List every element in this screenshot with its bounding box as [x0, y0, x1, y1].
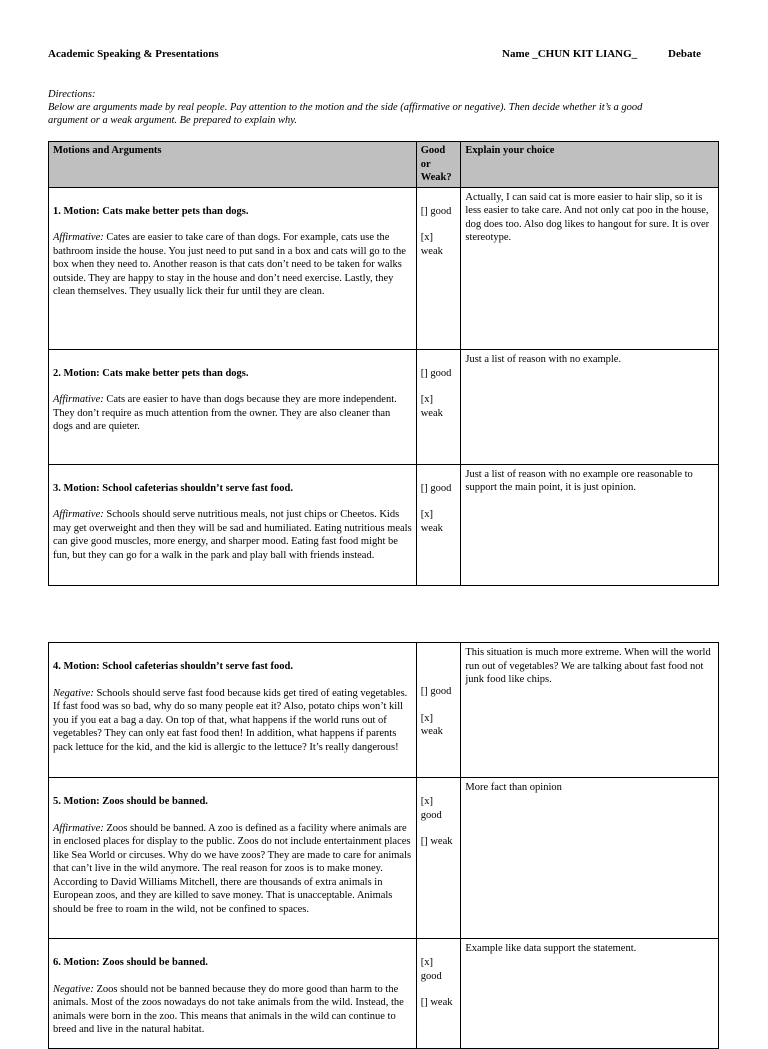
motion-title: 6. Motion: Zoos should be banned. — [53, 957, 208, 968]
weak-checkbox[interactable]: [x] weak — [420, 394, 443, 419]
argument-text — [53, 231, 412, 299]
argument-body: Schools should serve nutritious meals, not just chips or Cheetos. Kids may get overweight and then they will be sad and humiliated. Eating nutritious meals can give good muscles, more energy, and sharper mood. Eating fast food might be fun, but they can go for a walk in the park and play ball with friends instead. — [53, 509, 412, 561]
argument-body: Cates are easier to take care of than dogs. For example, cats use the bathroom inside the house. You just need to put sand in a box and cats will go to the box when they need to. Another reason is that cats don’t need to be taken for walks outside. They are happy to stay in the house and don’t need exercise. Lastly, they clean themselves. They usually lick their fur until they are clean. — [53, 232, 406, 297]
choice-cell — [416, 643, 461, 778]
argument-body: Schools should serve fast food because kids get tired of eating vegetables. If fast food was so bad, why do so many people eat it? Also, potato chips won’t kill you if you eat a bag a day. On top of that, what happens if the world runs out of vegetables? They can only eat fast food then! In addition, what happens if parents pack lettuce for the kid, and the kid is allergic to the lettuce? It’s really dangerous! — [53, 687, 408, 753]
motion-title: 3. Motion: School cafeterias shouldn’t serve fast food. — [53, 482, 294, 494]
argument-text — [53, 508, 412, 562]
directions-line-2: argument or a weak argument. Be prepared to explain why. — [48, 115, 297, 126]
header-explain: Explain your choice — [461, 142, 719, 188]
course-title: Academic Speaking & Presentations — [48, 48, 219, 60]
weak-checkbox[interactable]: [x] weak — [420, 509, 443, 534]
explain-cell[interactable]: More fact than opinion — [461, 778, 719, 939]
side-label: Negative: — [53, 687, 94, 699]
choice-cell — [416, 464, 461, 585]
table-row — [49, 939, 719, 1049]
explain-cell[interactable]: Just a list of reason with no example. — [461, 349, 719, 464]
argument-text — [53, 822, 412, 917]
explain-cell[interactable]: Example like data support the statement. — [461, 939, 719, 1049]
good-checkbox[interactable]: [] good — [420, 205, 452, 217]
table-row — [49, 778, 719, 939]
motion-cell — [49, 349, 417, 464]
directions-title: Directions: — [48, 89, 96, 100]
motion-cell — [49, 187, 417, 349]
argument-text — [53, 983, 412, 1037]
side-label: Affirmative: — [53, 232, 104, 243]
side-label: Affirmative: — [53, 394, 104, 405]
argument-body: Zoos should be banned. A zoo is defined as a facility where animals are in enclosed places for display to the public. Zoos do not include entertainment places like Sea World or circuses. Why do we have zoos? They are made to care for animals that can’t live in the wild anymore. The real reason for zoos is to make money. According to David Williams Mitchell, there are thousands of extra animals in European zoos, and they are killed to save money. That is unacceptable. Animals should be free to roam in the wild, not be confined to spaces. — [53, 822, 412, 915]
good-checkbox[interactable]: [x] good — [420, 957, 442, 982]
choice-cell — [416, 187, 461, 349]
table-row — [49, 187, 719, 349]
weak-checkbox[interactable]: [] weak — [420, 997, 453, 1008]
table-row — [49, 464, 719, 585]
motion-cell — [49, 464, 417, 585]
good-checkbox[interactable]: [x] good — [420, 796, 442, 821]
motion-cell — [49, 939, 417, 1049]
choice-cell — [416, 939, 461, 1049]
header-motions: Motions and Arguments — [49, 142, 417, 188]
choice-cell — [416, 349, 461, 464]
arguments-table-2 — [48, 642, 719, 1049]
argument-body: Cats are easier to have than dogs because they are more independent. They don’t require as much attention from the owner. They are also cleaner than dogs and are quieter. — [53, 394, 397, 432]
motion-title: 1. Motion: Cats make better pets than dogs. — [53, 205, 249, 217]
choice-cell — [416, 778, 461, 939]
side-label: Affirmative: — [53, 822, 104, 834]
argument-text — [53, 687, 412, 755]
side-label: Affirmative: — [53, 509, 104, 520]
argument-text — [53, 393, 412, 434]
motion-cell — [49, 643, 417, 778]
weak-checkbox[interactable]: [x] weak — [420, 232, 443, 257]
motion-title: 5. Motion: Zoos should be banned. — [53, 796, 208, 807]
argument-body: Zoos should not be banned because they do more good than harm to the animals. Most of the zoos nowadays do not take animals from the wild. Instead, the animals were born in the zoo. This means that animals in the wild can continue to breed and live in the natural habitat. — [53, 983, 404, 1035]
explain-cell[interactable]: Actually, I can said cat is more easier to hair slip, so it is less easier to take care. And not only cat poo in the house, dog does too. Also dog likes to hangout for sure. It is over stereotype. — [461, 187, 719, 349]
motion-title: 2. Motion: Cats make better pets than dogs. — [53, 367, 249, 379]
table-row — [49, 643, 719, 778]
header-good-weak-line-1: Good or — [420, 145, 446, 170]
arguments-table-1 — [48, 141, 719, 586]
weak-checkbox[interactable]: [x] weak — [420, 712, 443, 737]
student-name: Name _CHUN KIT LIANG_ — [502, 48, 638, 60]
good-checkbox[interactable]: [] good — [420, 482, 452, 494]
side-label: Negative: — [53, 983, 94, 995]
explain-cell[interactable]: This situation is much more extreme. When will the world run out of vegetables? We are talking about fast food not junk food like chips. — [461, 643, 719, 778]
good-checkbox[interactable]: [] good — [420, 686, 452, 697]
directions-line-1: Below are arguments made by real people. Pay attention to the motion and the side (affirmative or negative). Then decide whether it’s a good — [48, 102, 643, 113]
directions — [48, 88, 718, 127]
explain-cell[interactable]: Just a list of reason with no example ore reasonable to support the main point, it is just opinion. — [461, 464, 719, 585]
table-header-row — [49, 142, 719, 188]
assignment-type: Debate — [668, 48, 701, 60]
motion-title: 4. Motion: School cafeterias shouldn’t serve fast food. — [53, 661, 294, 672]
weak-checkbox[interactable]: [] weak — [420, 836, 453, 847]
header-good-weak-line-2: Weak? — [420, 172, 452, 183]
header-good-weak — [416, 142, 461, 188]
good-checkbox[interactable]: [] good — [420, 367, 452, 379]
table-row — [49, 349, 719, 464]
motion-cell — [49, 778, 417, 939]
